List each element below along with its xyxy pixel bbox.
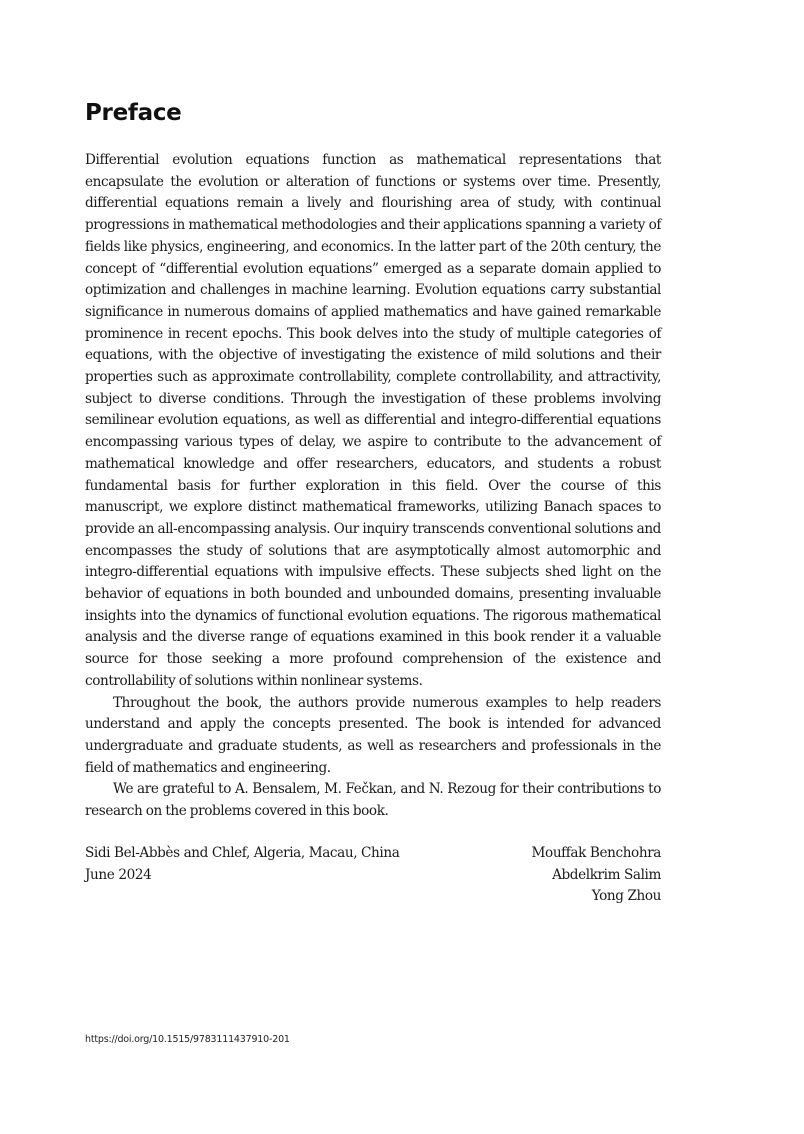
date-text: June 2024 [85, 866, 152, 883]
page-title: Preface [85, 100, 182, 126]
paragraph-audience: Throughout the book, the authors provide numerous examples to help readers understand and apply the concepts presented. The book is intended for advanced undergraduate and graduate students, as well as researchers and professionals in the field of mathematics and engineering. [85, 694, 661, 776]
author-name: Mouffak Benchohra [531, 845, 661, 861]
preface-body [85, 150, 661, 823]
place-and-date [85, 843, 399, 886]
author-name: Yong Zhou [591, 888, 661, 905]
author-name: Abdelkrim Salim [552, 866, 661, 883]
doi-link[interactable]: https://doi.org/10.1515/9783111437910-201 [85, 1034, 290, 1045]
paragraph-acknowledgements: We are grateful to A. Bensalem, M. Fečkan, and N. Rezoug for their contributions to research on the problems covered in this book. [85, 781, 661, 820]
location-text: Sidi Bel-Abbès and Chlef, Algeria, Macau, China [85, 845, 400, 861]
author-list [532, 843, 661, 908]
paragraph-intro: Differential evolution equations function as mathematical representations that encapsulate the evolution or alteration of functions or systems over time. Presently, differential equations remain a lively and flourishing area of study, with continual progressions in mathematical methodologies and their applications spanning a variety of fields like physics, engineering, and economics. In the latter part of the 20th century, the concept of “differential evolution equations” emerged as a separate domain applied to optimization and challenges in machine learning. Evolution equations carry substantial significance in numerous domains of applied mathematics and have gained remarkable prominence in recent epochs. This book delves into the study of multiple categories of equations, with the objective of investigating the existence of mild solutions and their properties such as approximate controllability, complete controllability, and attractivity, subject to diverse conditions. Through the investigation of these problems involving semilinear evolution equations, as well as differential and integro-differential equations encompassing various types of delay, we aspire to contribute to the advancement of mathematical knowledge and offer researchers, educators, and students a robust fundamental basis for further exploration in this field. Over the course of this manuscript, we explore distinct mathematical frameworks, utilizing Banach spaces to provide an all-encompassing analysis. Our inquiry transcends conventional solutions and encompasses the study of solutions that are asymptotically almost automorphic and integro-differential equations with impulsive effects. These subjects shed light on the behavior of equations in both bounded and unbounded domains, presenting invaluable insights into the dynamics of functional evolution equations. The rigorous mathematical analysis and the diverse range of equations examined in this book render it a valuable source for those seeking a more profound comprehension of the existence and controllability of solutions within nonlinear systems. [85, 152, 661, 689]
